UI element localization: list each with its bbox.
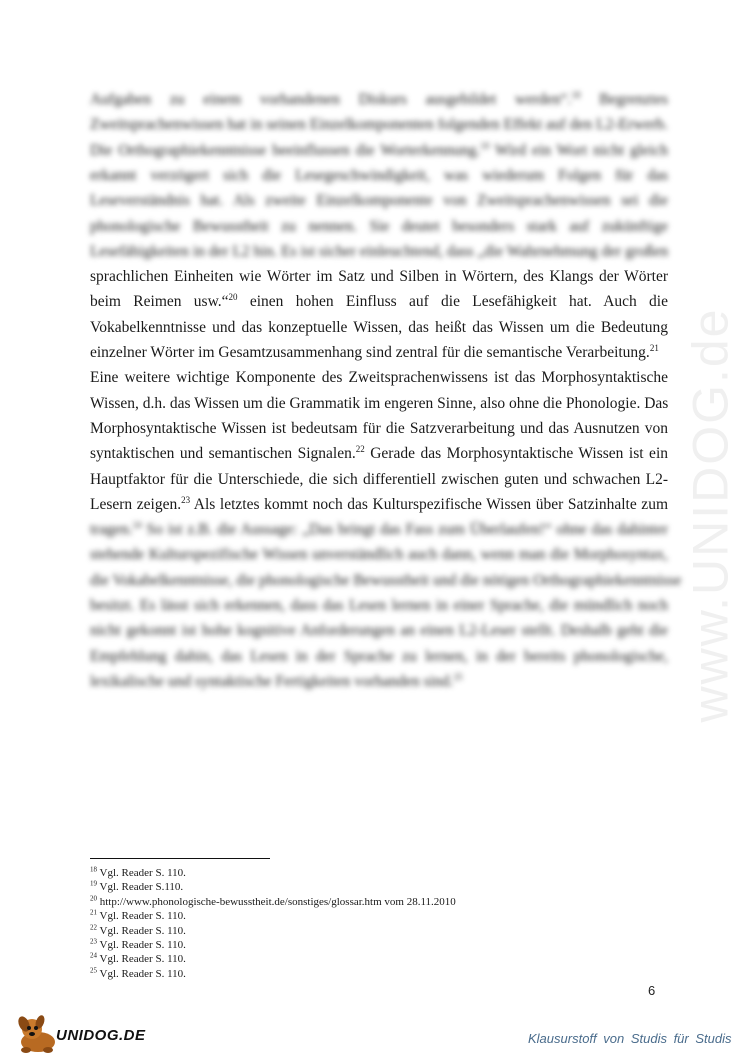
footnote-ref: 18 [571,89,581,100]
footnote-item [90,895,456,909]
page-number: 6 [648,983,656,998]
footnote-number: 24 [90,951,97,960]
body-line: syntaktischen und semantischen Signalen.$^{22}$ Gerade das Morphosyntaktische Wissen ist ein [90,444,668,463]
body-line: Hauptfaktor für die Unterschiede, die sich differentiell zwischen guten und schwachen L2- [90,470,668,488]
footnote-number: 25 [90,966,97,975]
body-line: sprachlichen Einheiten wie Wörter im Satz und Silben in Wörtern, des Klangs der Wörter [90,268,668,286]
body-line: lexikalische und syntaktische Fertigkeiten vorhanden sind.$^{25}$ [90,671,463,690]
footnote-ref: 21 [649,342,659,353]
body-line: Wissen, d.h. das Wissen um die Grammatik im engeren Sinne, also ohne die Phonologie. Das [90,394,669,412]
footnote-ref: 22 [355,444,365,455]
body-line: Empfehlung dahin, das Lesen in der Sprache zu lernen, in der bereits phonologische, [90,647,668,665]
footnote-text: Vgl. Reader S. 110. [97,867,186,879]
footnote-number: 21 [90,908,97,917]
footnote-text: Vgl. Reader S. 110. [97,953,186,966]
body-line: besitzt. Es lässt sich erkennen, dass das Lesen lernen in einer Sprache, die mündlich noch [90,597,668,614]
footnote-number: 20 [90,894,97,903]
footnote-item [90,880,456,894]
footnote-text: Vgl. Reader S. 110. [97,924,186,937]
dog-icon [16,1014,55,1053]
body-line: die Vokabelkenntnisse, die phonologische Bewusstheit und die nötigen Orthographiekenntnisse [90,571,682,589]
body-line: stehende Kulturspezifische Wissen unverständlich auch dann, wenn man die Morphosyntax, [90,546,668,564]
footnote-ref: 23 [181,494,191,505]
footnote-item [90,967,456,981]
footnote-item [90,866,456,880]
body-line: Vokabelkenntnisse und das konzeptuelle Wissen, das heißt das Wissen um die Bedeutung [90,318,668,336]
footnote-separator [90,858,270,859]
watermark-text: www.UNIDOG.de [682,307,738,723]
body-line: Zweitsprachenwissen hat in seinen Einzelkomponenten folgenden Effekt auf den L2-Erwerb. [90,116,668,134]
footnote-number: 18 [90,865,97,874]
footnote-number: 22 [90,922,97,931]
body-line: beim Reimen usw.“$^{20}$ einen hohen Einfluss auf die Lesefähigkeit hat. Auch die [90,292,668,311]
logo-text: UNIDOG.DE [56,1027,146,1044]
footnote-ref: 20 [228,292,238,303]
footnote-text: Vgl. Reader S. 110. [97,910,186,923]
footnote-item [90,938,456,952]
footnote-text: Vgl. Reader S. 110. [97,967,186,980]
footnotes [90,866,456,981]
body-line: tragen.$^{24}$ So ist z.B. die Aussage: „Das bringt das Fass zum Überlaufen!“ ohne das dahinter [90,519,668,539]
body-line: Die Orthographiekenntnisse beeinflussen die Worterkennung.$^{19}$ Wird ein Wort nicht gleich [90,140,668,159]
body-line: Leseverständnis hat. Als zweite Einzelkomponente von Zweitsprachenwissen sei die [90,192,668,210]
watermark [682,280,738,750]
footnote-ref: 25 [453,671,463,682]
body-line: einzelner Wörter im Gesamtzusammenhang sind zentral für die semantische Verarbeitung.$^{21}$ [90,342,659,361]
footnote-text: Vgl. Reader S. 110. [97,939,186,952]
body-line: phonologische Bewusstheit zu nennen. Sie deutet besonders stark auf zukünftige [90,217,668,235]
footnote-number: 23 [90,937,97,946]
body-line: Lesern zeigen.$^{23}$ Als letztes kommt noch das Kulturspezifische Wissen über Satzinhalte zum [90,494,668,513]
footnote-item [90,952,456,966]
body-line: erkannt verzögert sich die Lesegeschwindigkeit, was wiederum Folgen für das [90,166,668,184]
body-line: Aufgaben zu einem vorhandenen Diskurs ausgebildet werden“.$^{18}$ Begrenztes [90,89,669,108]
footnote-number: 19 [90,879,97,888]
footnote-text: http://www.phonologische-bewusstheit.de/sonstiges/glossar.htm vom 28.11.2010 [97,895,456,908]
footnote-ref: 24 [132,519,142,530]
footnote-item [90,909,456,923]
body-line: Morphosyntaktische Wissen ist bedeutsam für die Satzverarbeitung und das Ausnutzen von [90,419,668,437]
footnote-item [90,924,456,938]
footer-tagline: Klausurstoff von Studis für Studis [528,1031,732,1046]
footnote-text: Vgl. Reader S.110. [97,881,184,894]
body-line: nicht gekonnt ist hohe kognitive Anforderungen an einen L2-Leser stellt. Deshalb geht die [90,622,668,640]
footnote-ref: 19 [480,140,490,151]
body-line: Lesefähigkeiten in der L2 hin. Es ist sicher einleuchtend, dass „die Wahrnehmung der großen [90,242,669,260]
body-line: Eine weitere wichtige Komponente des Zweitsprachenwissens ist das Morphosyntaktische [90,369,668,387]
